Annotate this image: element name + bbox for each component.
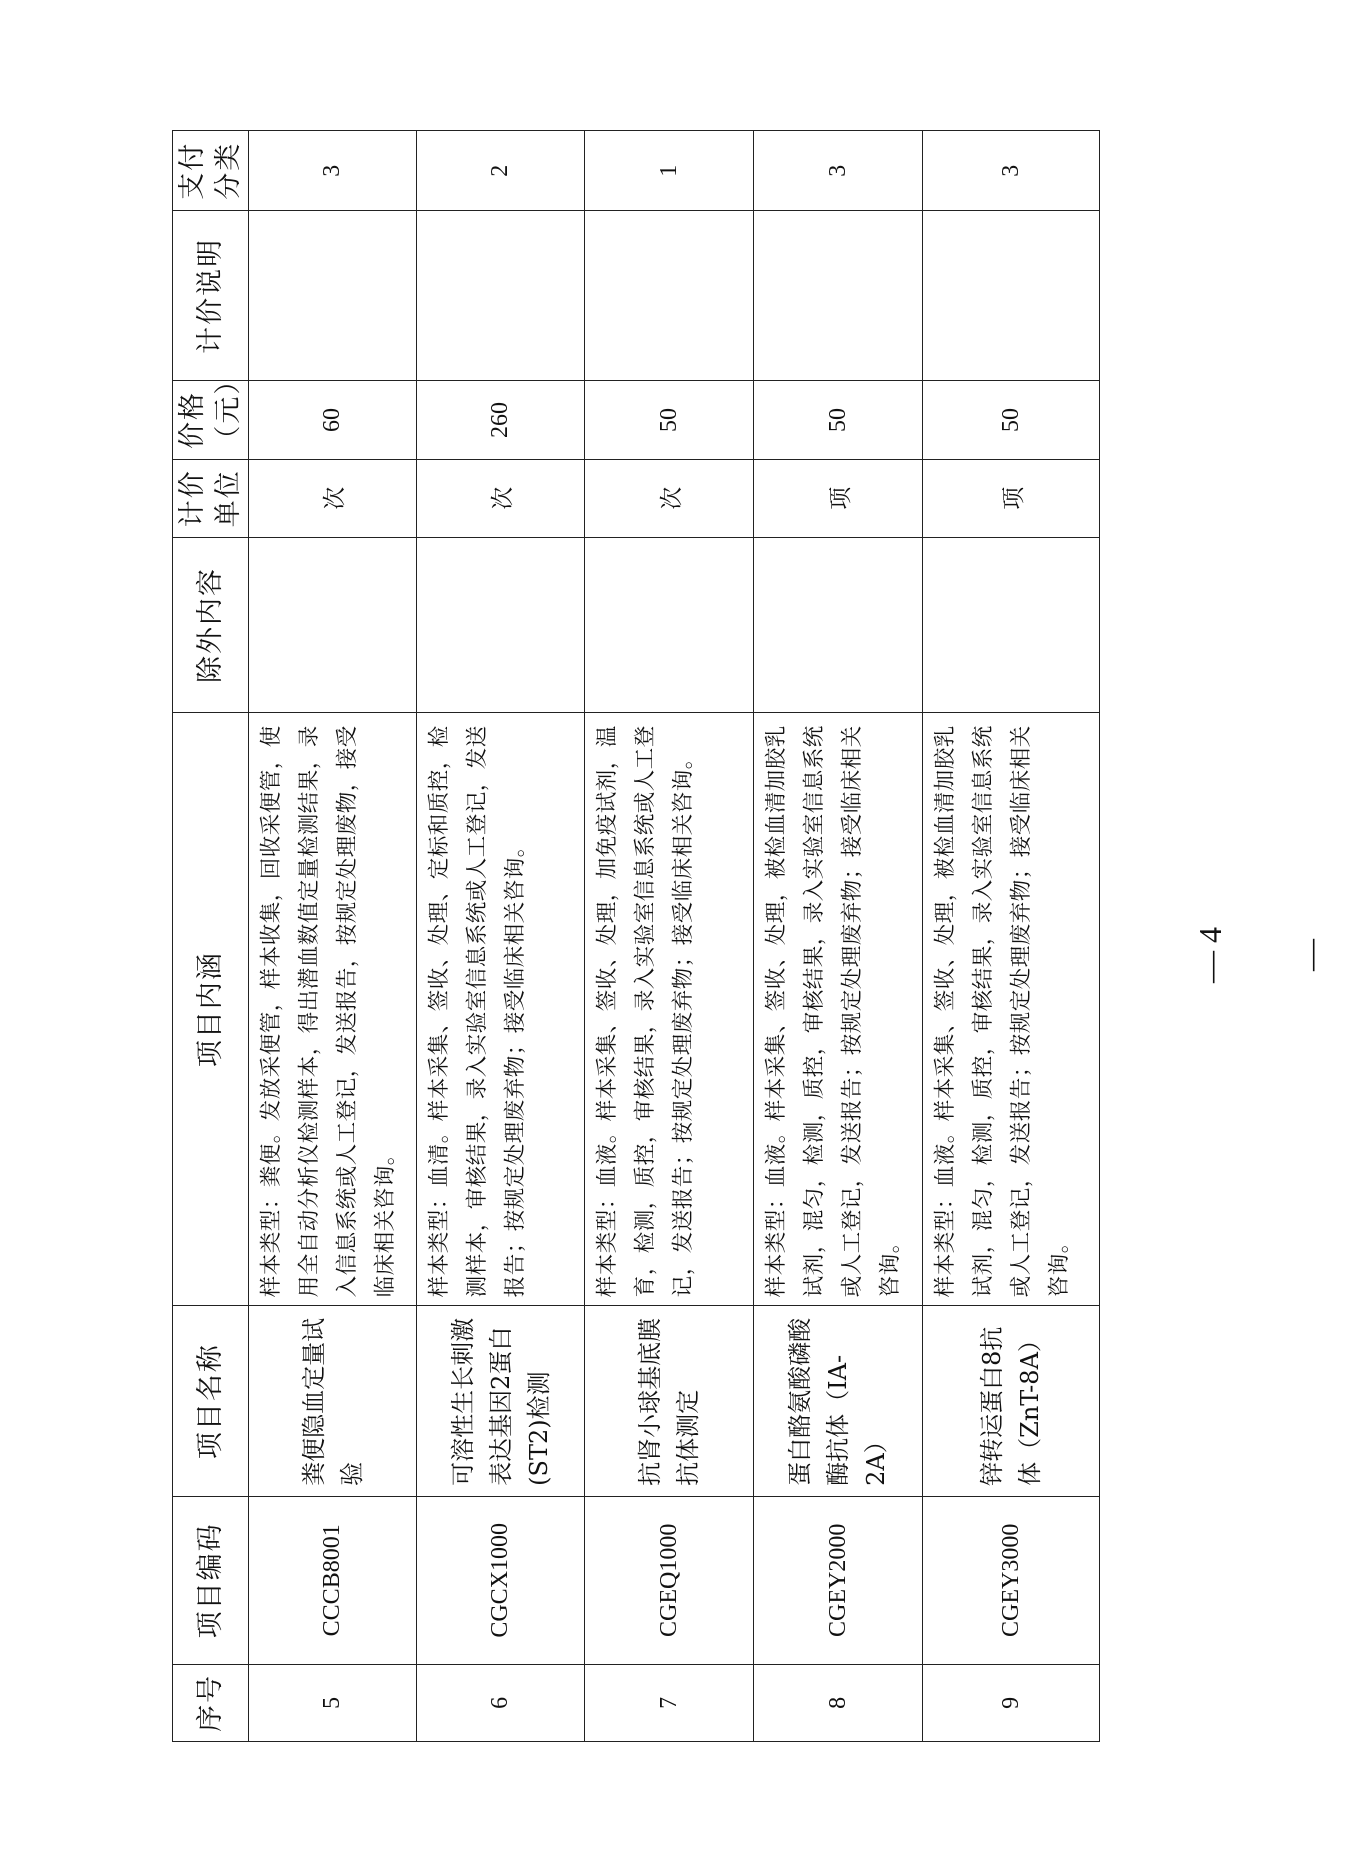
row-seq: 5 [249, 1664, 417, 1741]
row-name: 粪便隐血定量试验 [249, 1306, 417, 1497]
header-pricing-note: 计价说明 [173, 211, 249, 381]
row-content: 样本类型：血清。样本采集、签收、处理、定标和质控，检测样本，审核结果，录入实验室信息系统或人工登记，发送报告；按规定处理废弃物；接受临床相关咨询。 [417, 713, 585, 1306]
table-row [585, 131, 754, 1742]
row-payment-class: 3 [923, 131, 1100, 211]
row-code: CGEQ1000 [585, 1496, 754, 1664]
header-payment-class: 支付分类 [173, 131, 249, 211]
row-exclusion [417, 537, 585, 712]
row-content: 样本类型：血液。样本采集、签收、处理，加免疫试剂，温育，检测，质控，审核结果，录入实验室信息系统或人工登记，发送报告；按规定处理废弃物；接受临床相关咨询。 [585, 713, 754, 1306]
header-content: 项目内涵 [173, 713, 249, 1306]
row-name: 可溶性生长刺激表达基因2蛋白(ST2)检测 [417, 1306, 585, 1497]
header-exclusion: 除外内容 [173, 537, 249, 712]
header-price: 价格（元） [173, 381, 249, 459]
row-seq: 8 [754, 1664, 923, 1741]
row-code: CCCB8001 [249, 1496, 417, 1664]
row-content: 样本类型：粪便。发放采便管，样本收集，回收采便管，使用全自动分析仪检测样本，得出潜血数值定量检测结果，录入信息系统或人工登记，发送报告，按规定处理废物，接受临床相关咨询。 [249, 713, 417, 1306]
row-seq: 9 [923, 1664, 1100, 1741]
row-price: 260 [417, 381, 585, 459]
header-code: 项目编码 [173, 1496, 249, 1664]
row-unit: 次 [417, 459, 585, 537]
row-price: 50 [923, 381, 1100, 459]
row-code: CGEY2000 [754, 1496, 923, 1664]
table-row [923, 131, 1100, 1742]
header-seq: 序号 [173, 1664, 249, 1741]
row-seq: 6 [417, 1664, 585, 1741]
row-pricing-note [923, 211, 1100, 381]
row-seq: 7 [585, 1664, 754, 1741]
row-price: 50 [754, 381, 923, 459]
pricing-table [172, 130, 1100, 1742]
row-exclusion [923, 537, 1100, 712]
row-price: 50 [585, 381, 754, 459]
row-payment-class: 2 [417, 131, 585, 211]
row-exclusion [585, 537, 754, 712]
row-price: 60 [249, 381, 417, 459]
row-pricing-note [585, 211, 754, 381]
table-row [754, 131, 923, 1742]
row-content: 样本类型：血液。样本采集、签收、处理，被检血清加胶乳试剂，混匀，检测，质控，审核结果，录入实验室信息系统或人工登记，发送报告；按规定处理废弃物；接受临床相关咨询。 [923, 713, 1100, 1306]
row-unit: 次 [585, 459, 754, 537]
row-pricing-note [754, 211, 923, 381]
row-exclusion [249, 537, 417, 712]
row-payment-class: 3 [249, 131, 417, 211]
row-code: CGCX1000 [417, 1496, 585, 1664]
row-payment-class: 3 [754, 131, 923, 211]
row-unit: 次 [249, 459, 417, 537]
row-code: CGEY3000 [923, 1496, 1100, 1664]
header-name: 项目名称 [173, 1306, 249, 1497]
row-unit: 项 [923, 459, 1100, 537]
row-name: 蛋白酪氨酸磷酸酶抗体（IA-2A） [754, 1306, 923, 1497]
page-number: — 4 — [1192, 927, 1328, 983]
rotated-table-sheet [172, 130, 1099, 1742]
row-content: 样本类型：血液。样本采集、签收、处理，被检血清加胶乳试剂，混匀，检测，质控，审核结果，录入实验室信息系统或人工登记，发送报告；按规定处理废弃物；接受临床相关咨询。 [754, 713, 923, 1306]
table-row [417, 131, 585, 1742]
header-unit: 计价单位 [173, 459, 249, 537]
row-pricing-note [249, 211, 417, 381]
row-name: 抗肾小球基底膜抗体测定 [585, 1306, 754, 1497]
row-name: 锌转运蛋白8抗体（ZnT-8A） [923, 1306, 1100, 1497]
row-pricing-note [417, 211, 585, 381]
table-row [249, 131, 417, 1742]
row-unit: 项 [754, 459, 923, 537]
header-row [173, 131, 249, 1742]
row-payment-class: 1 [585, 131, 754, 211]
row-exclusion [754, 537, 923, 712]
